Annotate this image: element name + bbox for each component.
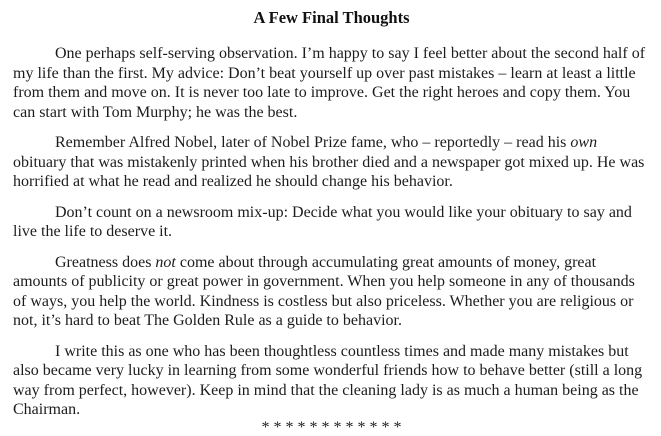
- asterisk-separator: * * * * * * * * * * * *: [261, 418, 402, 436]
- paragraph-text: Remember Alfred Nobel, later of Nobel Prize fame, who – reportedly – read his: [55, 134, 571, 151]
- paragraph-closing: [13, 342, 650, 420]
- paragraph-text: come about through accumulating great amounts of money, great amounts of publicity or great power in government. When you help someone in any of thousands of ways, you help the world. Kindness is costless but also priceless. Whether you are religious or not, it’s hard to beat The Golden Rule as a guide to behavior.: [13, 253, 635, 329]
- paragraph-text: One perhaps self-serving observation. I’m happy to say I feel better about the second half of my life than the first. My advice: Don’t beat yourself up over past mistakes – learn at least a little from them and move on. It is never too late to improve. Get the right heroes and copy them. You can start with Tom Murphy; he was the best.: [13, 45, 646, 121]
- paragraph-greatness: [13, 253, 650, 331]
- italic-word-not: not: [155, 253, 176, 271]
- paragraph-text: I write this as one who has been thoughtless countless times and made many mistakes but also became very lucky in learning from some wonderful friends how to behave better (still a long way from perfect, however). Keep in mind that the cleaning lady is as much a human being as the Chairman.: [13, 342, 643, 418]
- paragraph-observation: [13, 44, 650, 122]
- paragraph-text: Greatness does: [55, 253, 156, 271]
- page-title: A Few Final Thoughts: [253, 8, 410, 27]
- paragraph-nobel: [13, 133, 650, 192]
- paragraph-text: obituary that was mistakenly printed when his brother died and a newspaper got mixed up. He was horrified at what he read and realized he should change his behavior.: [13, 153, 645, 190]
- paragraph-newsroom: [13, 203, 650, 242]
- italic-word-own: own: [570, 134, 598, 151]
- paragraph-text: Don’t count on a newsroom mix-up: Decide what you would like your obituary to say and live the life to deserve it.: [13, 203, 632, 240]
